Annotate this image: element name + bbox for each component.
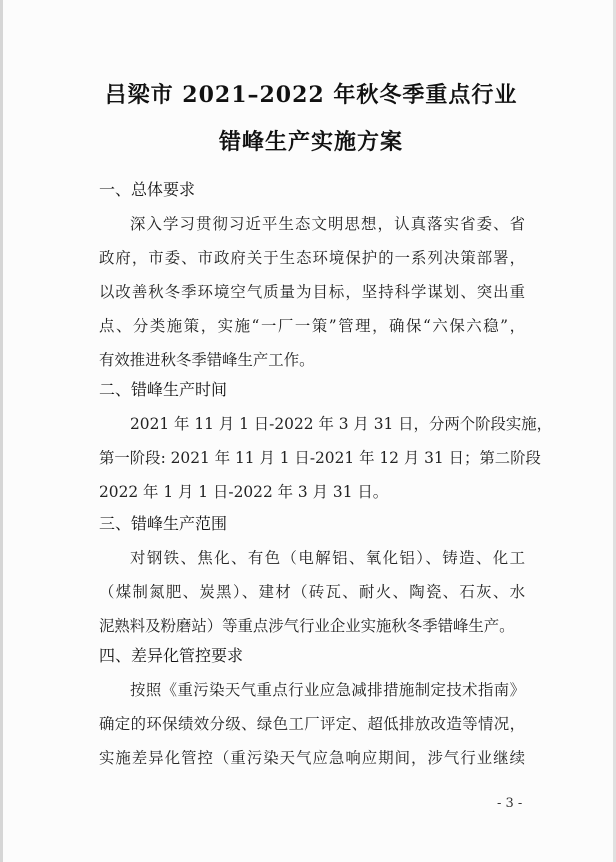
page-number: - 3 - <box>497 796 523 811</box>
paragraph-line: 按照《重污染天气重点行业应急减排措施制定技术指南》 <box>130 681 525 699</box>
section-heading-1: 一、总体要求 <box>99 180 196 199</box>
paragraph-line: 政府，市委、市政府关于生态环境保护的一系列决策部署， <box>99 249 525 267</box>
section-heading-2: 二、错峰生产时间 <box>99 380 228 399</box>
section-heading-3: 三、错峰生产范围 <box>99 514 228 533</box>
paragraph-line: 对钢铁、焦化、有色（电解铝、氧化铝）、铸造、化工 <box>130 549 525 567</box>
paragraph-line: 第一阶段: 2021 年 11 月 1 日-2021 年 12 月 31 日；第二阶段 <box>99 449 541 467</box>
paragraph-line: 深入学习贯彻习近平生态文明思想，认真落实省委、省 <box>130 215 525 233</box>
paragraph-line: 2021 年 11 月 1 日-2022 年 3 月 31 日，分两个阶段实施， <box>130 415 553 433</box>
paragraph-line: 实施差异化管控（重污染天气应急响应期间，涉气行业继续 <box>99 749 525 767</box>
paragraph-line: 泥熟料及粉磨站）等重点涉气行业企业实施秋冬季错峰生产。 <box>99 617 515 635</box>
paragraph-line: （煤制氮肥、炭黑）、建材（砖瓦、耐火、陶瓷、石灰、水 <box>99 583 525 601</box>
document-title-line-1: 吕梁市 2021–2022 年秋冬季重点行业 <box>104 82 518 108</box>
paragraph-line: 以改善秋冬季环境空气质量为目标，坚持科学谋划、突出重 <box>99 283 525 301</box>
paragraph-line: 确定的环保绩效分级、绿色工厂评定、超低排放改造等情况， <box>99 715 525 733</box>
paragraph-line: 点、分类施策，实施“一厂一策”管理，确保“六保六稳”， <box>99 317 525 335</box>
document-title-line-2: 错峰生产实施方案 <box>218 129 403 155</box>
paragraph-line: 2022 年 1 月 1 日-2022 年 3 月 31 日。 <box>99 483 389 501</box>
paragraph-line: 有效推进秋冬季错峰生产工作。 <box>99 351 315 369</box>
section-heading-4: 四、差异化管控要求 <box>99 646 244 665</box>
